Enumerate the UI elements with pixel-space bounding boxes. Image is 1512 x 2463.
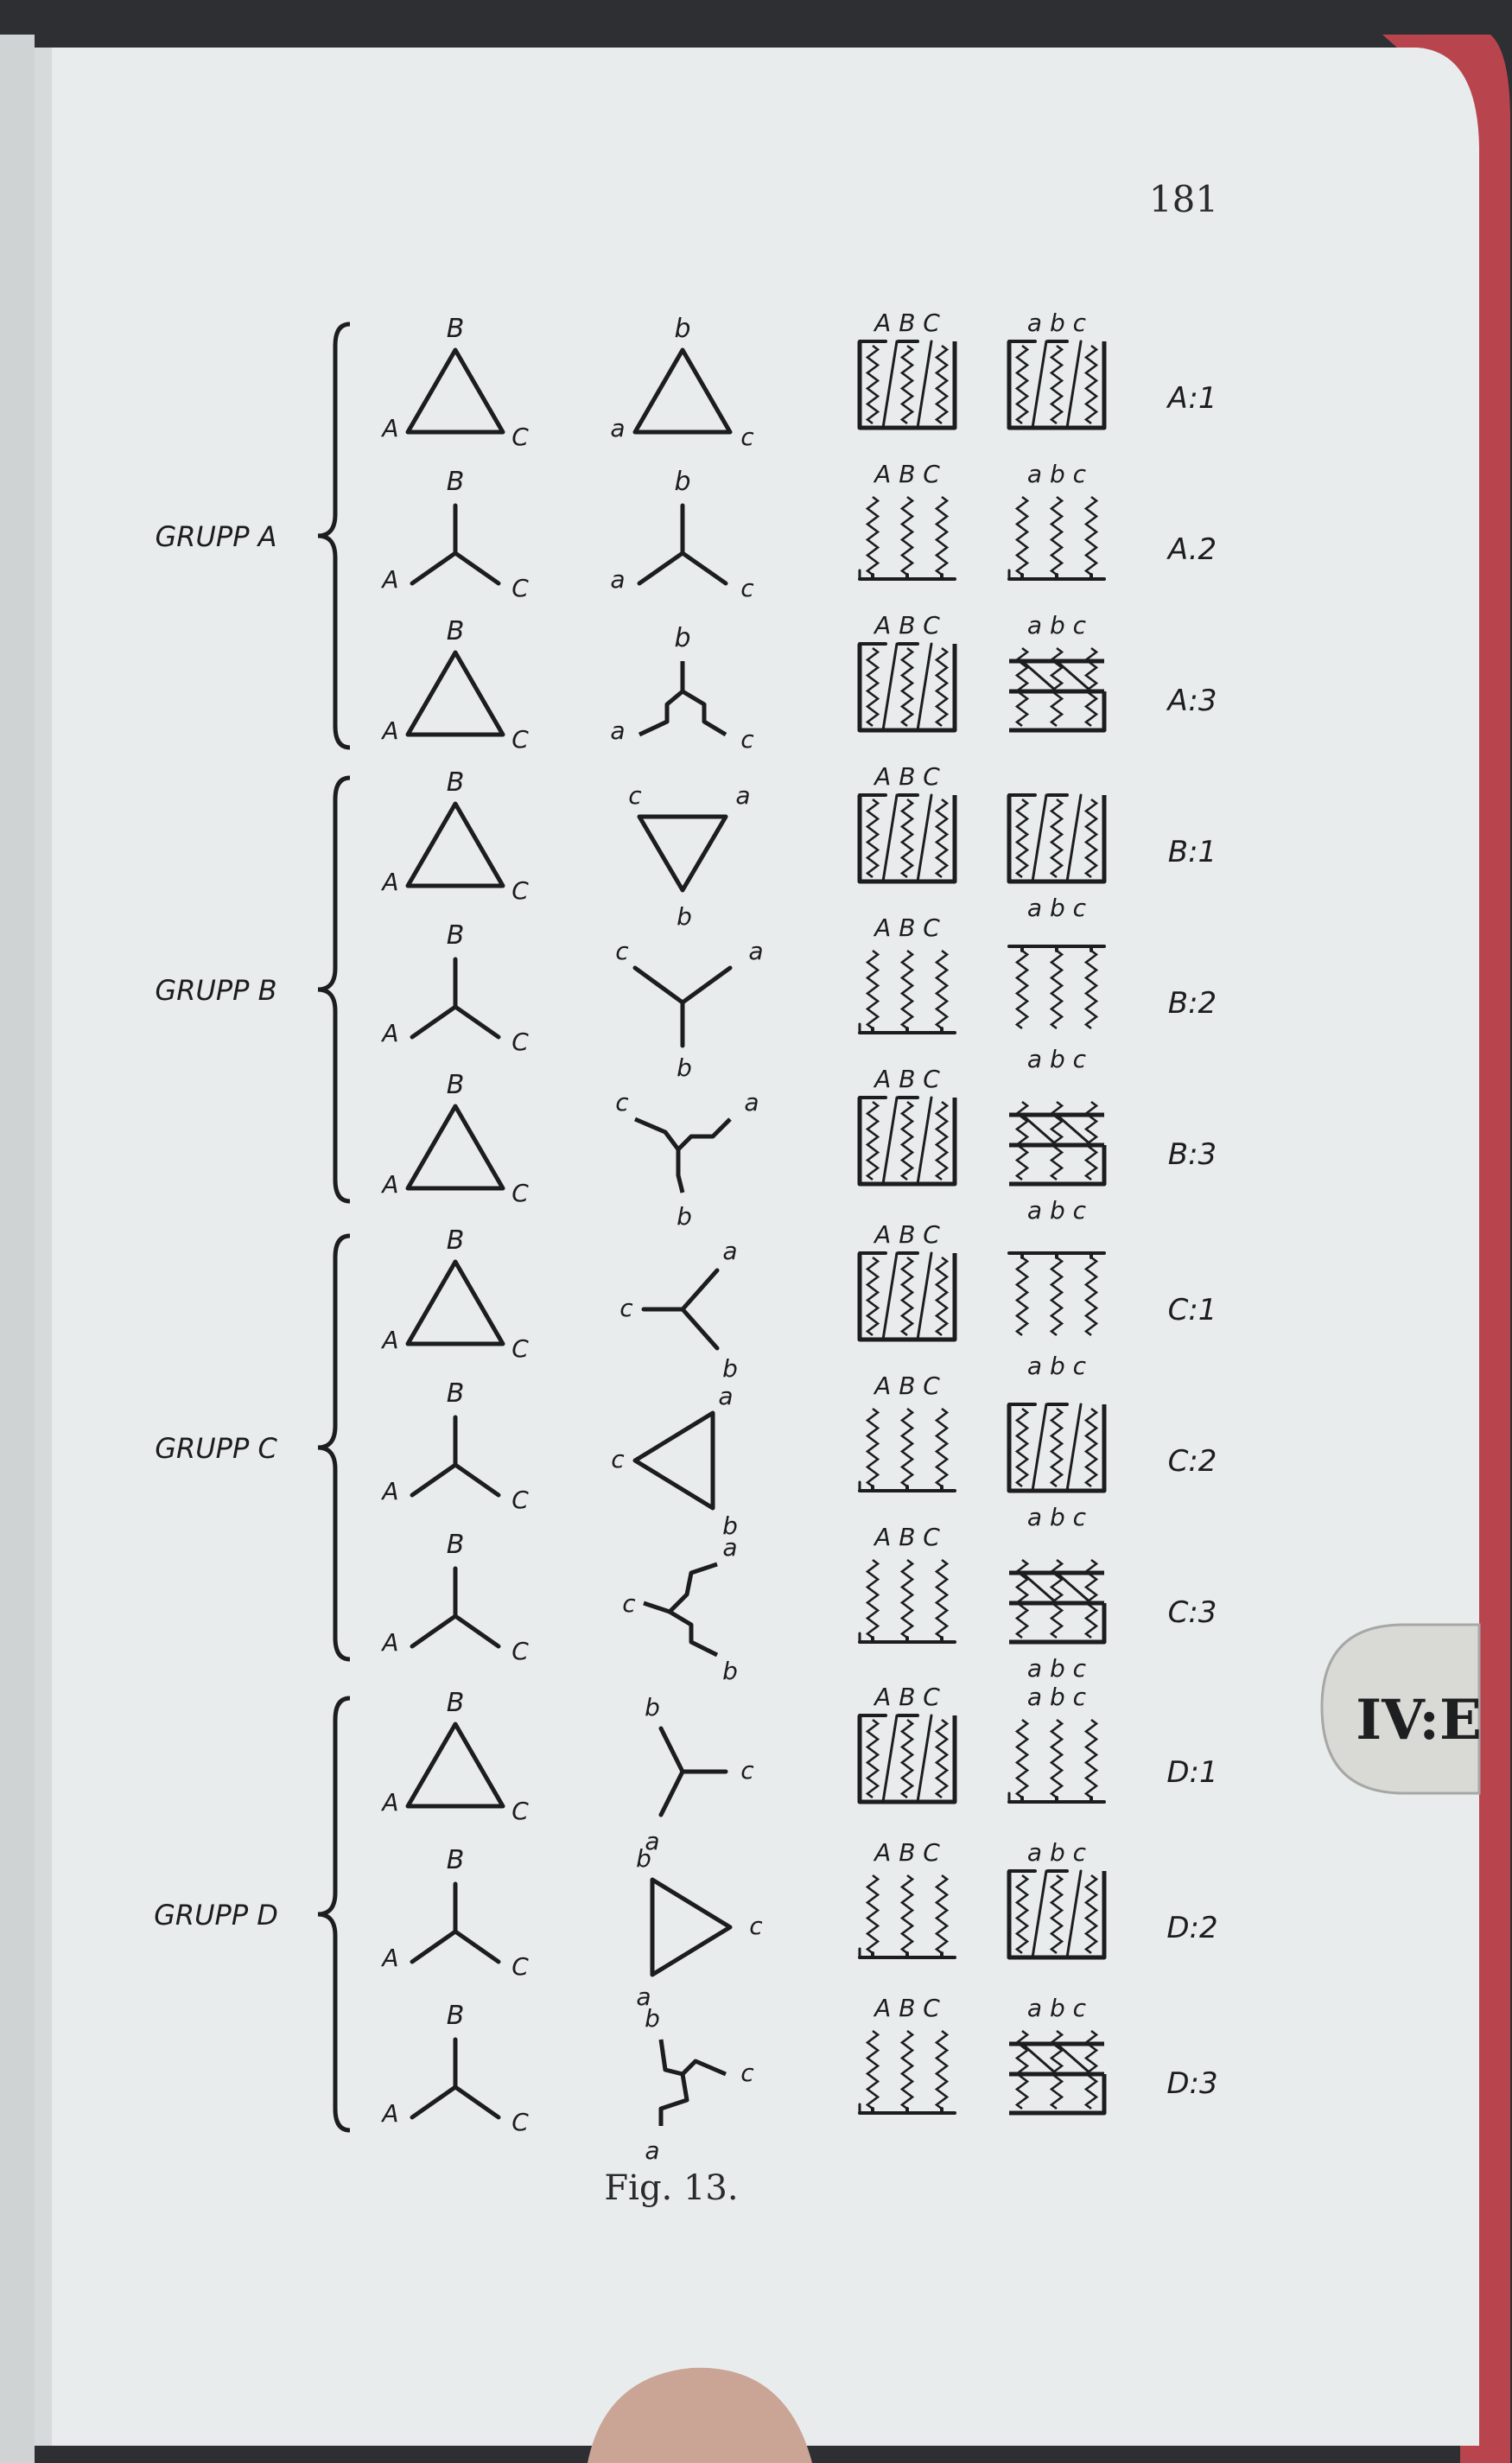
vertex-label: B <box>446 1225 465 1256</box>
coil-label: a b c <box>1026 1994 1087 2022</box>
coil-label: A B C <box>874 1523 940 1551</box>
vertex-label: a <box>722 1237 738 1265</box>
coil-label: A B C <box>874 1994 940 2022</box>
coil-label: a b c <box>1026 1196 1087 1225</box>
vertex-label: C <box>511 1179 529 1207</box>
vertex-label: b <box>645 1693 660 1722</box>
connection-code: D:1 <box>1166 1755 1218 1790</box>
vertex-label: B <box>446 767 465 798</box>
coil-label: a b c <box>1026 1352 1087 1380</box>
vertex-label: B <box>446 467 465 497</box>
vertex-label: b <box>677 1053 692 1082</box>
vertex-label: B <box>446 616 465 646</box>
coil-label: A B C <box>874 1683 940 1711</box>
vertex-label: b <box>677 902 692 931</box>
group-label: GRUPP C <box>155 1432 277 1465</box>
vertex-label: c <box>622 1589 636 1618</box>
vertex-label: C <box>511 1797 529 1825</box>
vertex-label: A <box>382 1170 399 1199</box>
vertex-label: c <box>740 423 754 451</box>
vertex-label: B <box>446 1688 465 1718</box>
coil-label: A B C <box>874 1372 940 1400</box>
vertex-label: b <box>636 1844 651 1873</box>
group-label: GRUPP D <box>154 1899 278 1932</box>
connection-code: C:2 <box>1167 1444 1217 1479</box>
book-page <box>35 48 1479 2446</box>
vertex-label: C <box>511 1952 529 1981</box>
connection-code: D:2 <box>1166 1911 1218 1945</box>
vertex-label: c <box>740 2059 754 2087</box>
coil-label: A B C <box>874 913 940 942</box>
vertex-label: C <box>511 1334 529 1363</box>
vertex-label: B <box>446 1530 465 1560</box>
vertex-label: A <box>382 1019 399 1047</box>
page-number: 181 <box>1148 178 1219 220</box>
connection-code: C:1 <box>1167 1293 1217 1327</box>
vertex-label: C <box>511 1028 529 1056</box>
vertex-label: b <box>722 1512 738 1540</box>
connection-code: B:1 <box>1167 835 1217 869</box>
coil-label: A B C <box>874 1838 940 1867</box>
vertex-label: c <box>619 1294 633 1322</box>
vertex-label: a <box>636 1982 651 2011</box>
vertex-label: A <box>382 1628 399 1657</box>
coil-label: A B C <box>874 1065 940 1093</box>
coil-label: A B C <box>874 611 940 640</box>
vertex-label: a <box>722 1533 738 1562</box>
vertex-label: B <box>446 314 465 344</box>
coil-label: A B C <box>874 1220 940 1249</box>
figure-caption: Fig. 13. <box>604 2168 739 2208</box>
coil-label: A B C <box>874 460 940 488</box>
vertex-label: b <box>674 314 691 344</box>
coil-label: A B C <box>874 309 940 337</box>
vertex-label: B <box>446 920 465 951</box>
vertex-label: C <box>511 1637 529 1665</box>
connection-code: A:1 <box>1167 381 1217 416</box>
vertex-label: c <box>611 1445 625 1473</box>
vertex-label: A <box>382 868 399 896</box>
connection-code: A.2 <box>1167 532 1217 567</box>
connection-code: A:3 <box>1167 684 1217 718</box>
vertex-label: a <box>744 1088 759 1117</box>
vertex-label: c <box>740 725 754 754</box>
vertex-label: C <box>511 725 529 754</box>
vertex-label: b <box>677 1202 692 1231</box>
coil-label: A B C <box>874 762 940 791</box>
connection-code: C:3 <box>1167 1595 1217 1630</box>
vertex-label: A <box>382 2099 399 2128</box>
vertex-label: c <box>615 1088 629 1117</box>
vertex-label: A <box>382 1944 399 1972</box>
vertex-label: a <box>645 1827 660 1855</box>
vertex-label: a <box>718 1382 734 1410</box>
vertex-label: B <box>446 1070 465 1100</box>
coil-label: a b c <box>1026 1838 1087 1867</box>
vertex-label: B <box>446 2001 465 2031</box>
thumb-index-label: IV:E <box>1356 1688 1482 1753</box>
vertex-label: A <box>382 1477 399 1505</box>
vertex-label: a <box>645 2136 660 2165</box>
vertex-label: a <box>610 565 626 594</box>
coil-label: a b c <box>1026 611 1087 640</box>
vertex-label: c <box>628 781 642 810</box>
vertex-label: c <box>615 937 629 965</box>
coil-label: a b c <box>1026 1654 1087 1683</box>
vertex-label: c <box>749 1912 763 1940</box>
book-gutter <box>0 35 35 2463</box>
vertex-label: B <box>446 1845 465 1875</box>
vertex-label: b <box>722 1354 738 1383</box>
vertex-label: A <box>382 414 399 442</box>
vertex-label: a <box>748 937 764 965</box>
vertex-label: b <box>674 467 691 497</box>
coil-label: a b c <box>1026 1503 1087 1531</box>
vertex-label: A <box>382 565 399 594</box>
vertex-label: c <box>740 574 754 602</box>
thumb-index-tab[interactable] <box>1322 1625 1482 1793</box>
vertex-label: a <box>610 414 626 442</box>
coil-label: a b c <box>1026 460 1087 488</box>
connection-code: B:3 <box>1167 1137 1217 1172</box>
vertex-label: C <box>511 423 529 451</box>
group-label: GRUPP A <box>155 520 277 553</box>
vertex-label: A <box>382 1326 399 1354</box>
vertex-label: a <box>610 716 626 745</box>
vertex-label: B <box>446 1378 465 1409</box>
vertex-label: a <box>735 781 751 810</box>
coil-label: a b c <box>1026 309 1087 337</box>
vertex-label: A <box>382 716 399 745</box>
vertex-label: C <box>511 2108 529 2136</box>
vertex-label: b <box>674 623 691 653</box>
vertex-label: b <box>645 2004 660 2033</box>
connection-code: D:3 <box>1166 2066 1218 2101</box>
group-label: GRUPP B <box>155 974 277 1007</box>
page-shadow <box>35 48 52 2446</box>
coil-label: a b c <box>1026 1683 1087 1711</box>
vertex-label: C <box>511 1486 529 1514</box>
vertex-label: b <box>722 1657 738 1685</box>
vertex-label: C <box>511 876 529 905</box>
coil-label: a b c <box>1026 894 1087 922</box>
coil-label: a b c <box>1026 1045 1087 1073</box>
vertex-label: A <box>382 1788 399 1817</box>
vertex-label: c <box>740 1756 754 1785</box>
connection-code: B:2 <box>1167 986 1217 1021</box>
vertex-label: C <box>511 574 529 602</box>
